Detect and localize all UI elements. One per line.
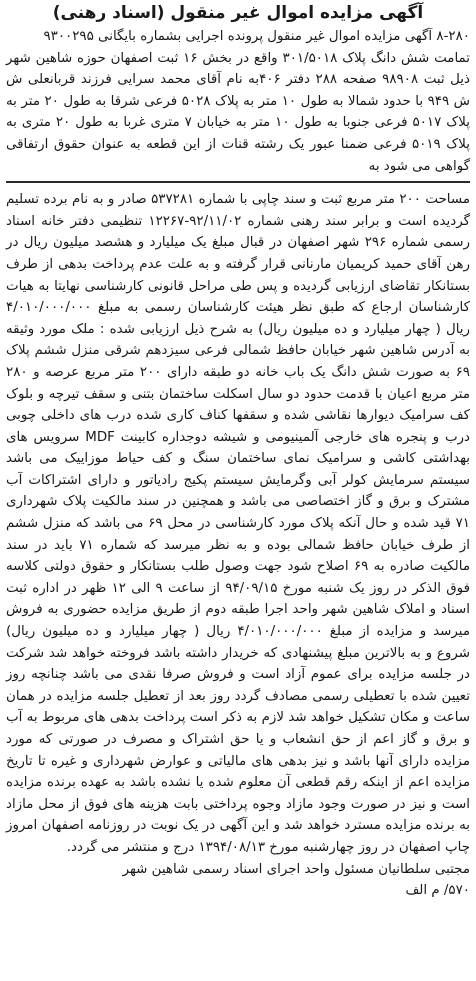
property-description: تمامت شش دانگ پلاک ۳۰۱/۵۰۱۸ واقع در بخش ۱۶ ثبت اصفهان حوزه شاهین شهر ذیل ثبت ۹۸۹۰۸ صفحه ۲۸۸ دفتر ۴۰۶به نام آقای محمد سرایی فرزند قربانعلی ش ش ۹۴۹ با حدود شمالا به طول ۱۰ متر به پلاک ۵۰۲۸ فرعی شرقا به طول ۲۰ متر به پلاک ۵۰۱۷ فرعی جنوبا به طول ۱۰ متر به خیابان ۷ متری غربا به طول ۲۰ متری به پلاک ۵۰۱۹ فرعی ضمنا عبور یک رشته قنات از این قطعه به عنوان حقوق ارتفاقی گواهی می شود به: [6, 50, 470, 174]
section-divider: [6, 181, 470, 183]
signature: مجتبی سلطانیان مسئول واحد اجرای اسناد رسمی شاهین شهر: [122, 861, 470, 877]
notice-header-line: ۸-۲۸۰ آگهی مزایده اموال غیر منقول پرونده اجرایی بشماره بایگانی ۹۳۰۰۲۹۵: [43, 29, 470, 44]
notice-body: مساحت ۲۰۰ متر مربع ثبت و سند چاپی با شماره ۵۳۷۲۸۱ صادر و به نام برده تسلیم گردیده است و برابر سند رهنی شماره ۹۲/۱۱/۰۲-۱۲۲۶۷ تنظیمی دفتر خانه اسناد رسمی شماره ۲۹۶ شهر اصفهان در قبال مبلغ یک میلیارد و هشصد میلیون ریال در رهن آقای حمید کریمیان مارنانی قرار گرفته و به علت عدم پرداخت بدهی از طرف بستانکار تقاضای ارزیابی گردیده و پس طی مراحل قانونی کارشناسی نهایتا به هیات کارشناسان ارجاع که طبق نظر هیئت کارشناسان رسمی به مبلغ ۴/۰۱۰/۰۰۰/۰۰۰ ریال ( چهار میلیارد و ده میلیون ریال) به شرح ذیل ارزیابی شده : ملک مورد وثیقه به آدرس شاهین شهر خیابان حافظ شمالی فرعی سیزدهم شرقی منزل ششم پلاک ۶۹ به صورت شش دانگ یک باب خانه دو طبقه دارای ۲۰۰ متر مربع عرصه و ۲۸۰ متر مربع اعیان با قدمت حدود دو سال اسکلت ساختمان بتنی و سقف تیرچه و بلوک کف سرامیک دیوارها نقاشی شده و سقفها کناف کاری شده درب های داخلی چوبی درب و پنجره های خارجی آلمینیومی و شیشه دوجداره کابینت MDF سرویس های بهداشتی کاشی و سرامیک نمای ساختمان سنگ و کف حیاط موزاییک می باشد سیستم سرمایش کولر آبی وگرمایش سیستم پکیج رادیاتور و دارای اشتراکات آب مشترک و برق و گاز اختصاصی می باشد و همچنین در سند مالکیت پلاک شهرداری ۷۱ قید شده و حال آنکه پلاک مورد کارشناسی در محل ۶۹ می باشد که منزل ششم از طرف خیابان حافظ شمالی بوده و به نظر میرسد که شماره ۷۱ باید در سند مالکیت صادره به ۶۹ اصلاح شود جهت وصول طلب بستانکار و حقوق دولتی کلاسه فوق الذکر در روز یک شنبه مورخ ۹۴/۰۹/۱۵ از ساعت ۹ الی ۱۲ ظهر در اداره ثبت اسناد و املاک شاهین شهر واحد اجرا طبقه دوم از طریق مزایده حضوری به فروش میرسد و مزایده از مبلغ ۴/۰۱۰/۰۰۰/۰۰۰ ریال ( چهار میلیارد و ده میلیون ریال) شروع و به بالاترین مبلغ پیشنهادی که خریدار داشته باشد فروخته خواهد شد شرکت در جلسه مزایده برای عموم آزاد است و فروش صرفا نقدی می باشد چنانچه روز تعیین شده با تعطیلی رسمی مصادف گردد روز بعد از تعطیل جلسه مزایده در همان ساعت و مکان تشکیل خواهد شد لازم به ذکر است پرداخت بدهی های مربوط به آب و برق و گاز اعم از حق انشعاب و یا حق اشتراک و مصرف در صورتی که مورد مزایده دارای آنها باشد و نیز بدهی های مالیاتی و عوارض شهرداری و غیره تا تاریخ مزایده اعم از اینکه رقم قطعی آن معلوم شده یا نشده باشد به عهده برنده مزایده است و نیز در صورت وجود مازاد وجوه پرداختی بابت هزینه های فوق از محل مازاد به برنده مزایده مسترد خواهد شد و این آگهی در یک نوبت در روزنامه اصفهان امروز چاپ اصفهان در روز چهارشنبه مورخ ۱۳۹۴/۰۸/۱۳ درج و منتشر می گردد.: [6, 192, 470, 855]
notice-code: ۵۷۰/ م الف: [405, 883, 470, 899]
notice-title: آگهی مزایده اموال غیر منقول (اسناد رهنی): [52, 3, 424, 23]
